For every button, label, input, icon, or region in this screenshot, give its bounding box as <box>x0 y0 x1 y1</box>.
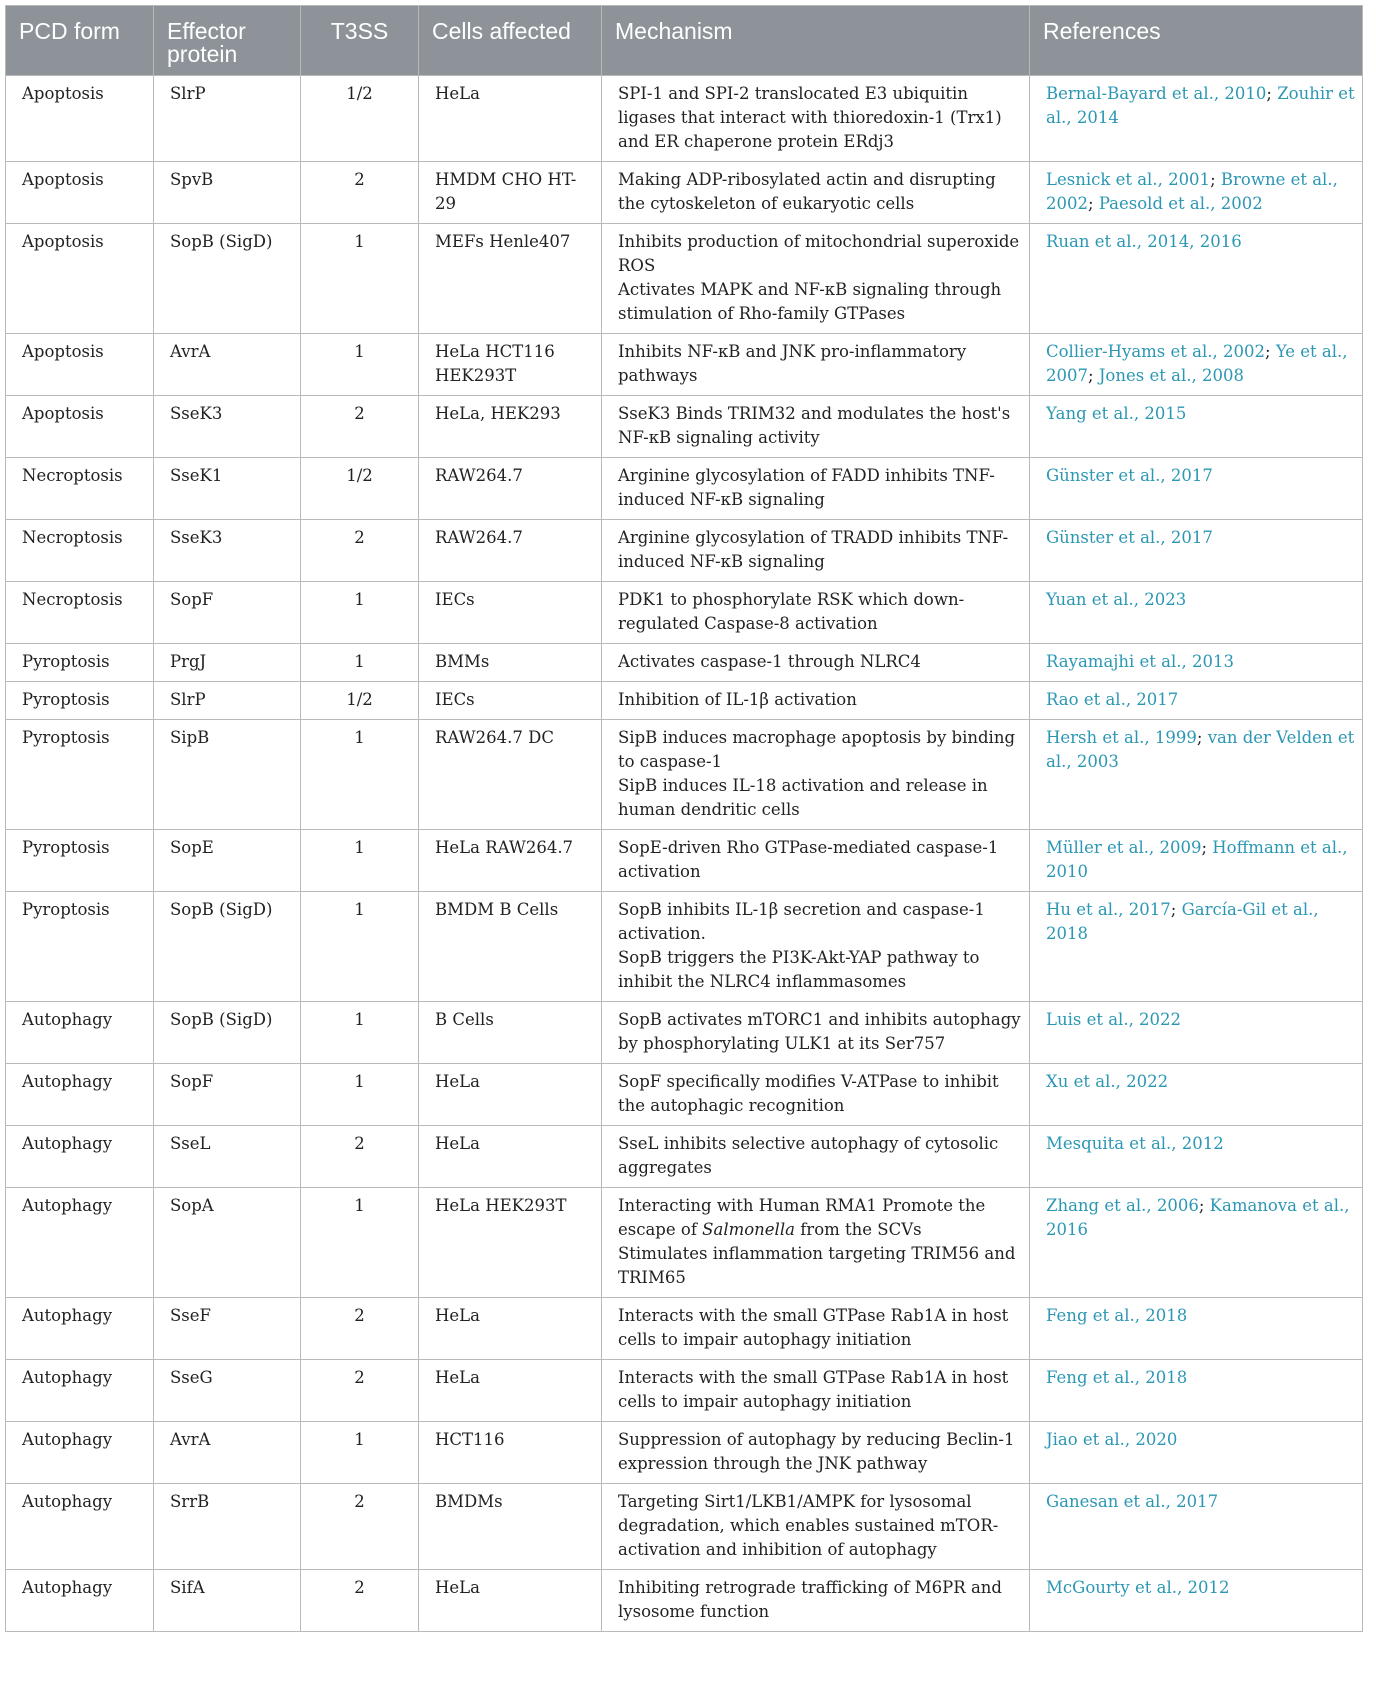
cell-cells-affected: RAW264.7 <box>419 458 602 520</box>
cell-references <box>1030 1422 1363 1484</box>
cell-t3ss: 2 <box>301 162 419 224</box>
cell-pcd-form: Autophagy <box>6 1002 154 1064</box>
cell-references <box>1030 334 1363 396</box>
reference-separator: ; <box>1210 170 1221 189</box>
reference-separator: ; <box>1088 194 1099 213</box>
reference-link[interactable]: Lesnick et al., 2001 <box>1046 170 1211 189</box>
cell-cells-affected: RAW264.7 <box>419 520 602 582</box>
cell-t3ss: 2 <box>301 1570 419 1632</box>
reference-separator: ; <box>1201 838 1213 857</box>
reference-link[interactable]: Ruan et al., 2014, 2016 <box>1046 232 1242 251</box>
cell-cells-affected: HeLa <box>419 76 602 162</box>
cell-cells-affected: B Cells <box>419 1002 602 1064</box>
cell-mechanism <box>602 830 1030 892</box>
cell-references <box>1030 582 1363 644</box>
reference-link[interactable]: Feng et al., 2018 <box>1046 1368 1188 1387</box>
table-row <box>6 644 1363 682</box>
cell-cells-affected: BMMs <box>419 644 602 682</box>
reference-link[interactable]: Jiao et al., 2020 <box>1046 1430 1178 1449</box>
cell-references <box>1030 76 1363 162</box>
reference-link[interactable]: Ganesan et al., 2017 <box>1046 1492 1219 1511</box>
mechanism-line: Interacts with the small GTPase Rab1A in host cells to impair autophagy initiation <box>618 1306 1009 1349</box>
mechanism-line: SipB induces IL-18 activation and release in human dendritic cells <box>618 776 988 819</box>
cell-references <box>1030 224 1363 334</box>
table-row <box>6 1570 1363 1632</box>
mechanism-line: SipB induces macrophage apoptosis by binding to caspase-1 <box>618 728 1016 771</box>
reference-link[interactable]: Günster et al., 2017 <box>1046 466 1213 485</box>
mechanism-line: SopB triggers the PI3K-Akt-YAP pathway to inhibit the NLRC4 inflammasomes <box>618 948 980 991</box>
table-row <box>6 720 1363 830</box>
mechanism-line: Making ADP-ribosylated actin and disrupting the cytoskeleton of eukaryotic cells <box>618 170 996 213</box>
mechanism-line: SPI-1 and SPI-2 translocated E3 ubiquitin ligases that interact with thioredoxin-1 (Trx1) and ER chaperone protein ERdj3 <box>618 84 1002 151</box>
table-row <box>6 1002 1363 1064</box>
cell-t3ss: 1/2 <box>301 76 419 162</box>
cell-pcd-form: Autophagy <box>6 1422 154 1484</box>
table-row <box>6 458 1363 520</box>
cell-effector-protein: SseG <box>154 1360 301 1422</box>
reference-link[interactable]: Hoffmann et al., 2010 <box>1046 838 1348 881</box>
table-row <box>6 1298 1363 1360</box>
cell-cells-affected: BMDMs <box>419 1484 602 1570</box>
table-row <box>6 582 1363 644</box>
cell-mechanism <box>602 582 1030 644</box>
reference-separator: ; <box>1088 366 1099 385</box>
cell-effector-protein: SseK3 <box>154 396 301 458</box>
cell-references <box>1030 1570 1363 1632</box>
cell-effector-protein: SopE <box>154 830 301 892</box>
cell-cells-affected: HeLa <box>419 1126 602 1188</box>
cell-references <box>1030 720 1363 830</box>
cell-mechanism <box>602 224 1030 334</box>
cell-effector-protein: SseF <box>154 1298 301 1360</box>
cell-cells-affected: HCT116 <box>419 1422 602 1484</box>
cell-pcd-form: Apoptosis <box>6 162 154 224</box>
cell-cells-affected: HeLa RAW264.7 <box>419 830 602 892</box>
mechanism-line: Stimulates inflammation targeting TRIM56 and TRIM65 <box>618 1244 1016 1287</box>
cell-t3ss: 2 <box>301 1360 419 1422</box>
cell-cells-affected: HeLa <box>419 1570 602 1632</box>
cell-pcd-form: Apoptosis <box>6 396 154 458</box>
cell-pcd-form: Pyroptosis <box>6 644 154 682</box>
table-row <box>6 892 1363 1002</box>
cell-effector-protein: AvrA <box>154 334 301 396</box>
reference-link[interactable]: Yang et al., 2015 <box>1046 404 1187 423</box>
cell-mechanism <box>602 520 1030 582</box>
reference-separator: ; <box>1198 1196 1210 1215</box>
mechanism-line: SopB activates mTORC1 and inhibits autophagy by phosphorylating ULK1 at its Ser757 <box>618 1010 1021 1053</box>
cell-pcd-form: Autophagy <box>6 1484 154 1570</box>
mechanism-line: Arginine glycosylation of FADD inhibits TNF-induced NF-κB signaling <box>618 466 995 509</box>
cell-references <box>1030 520 1363 582</box>
cell-pcd-form: Autophagy <box>6 1126 154 1188</box>
cell-t3ss: 1 <box>301 892 419 1002</box>
table-body <box>6 76 1363 1632</box>
table-row <box>6 1484 1363 1570</box>
mechanism-line: PDK1 to phosphorylate RSK which down-regulated Caspase-8 activation <box>618 590 965 633</box>
cell-cells-affected: IECs <box>419 682 602 720</box>
cell-mechanism <box>602 1360 1030 1422</box>
cell-mechanism <box>602 76 1030 162</box>
cell-effector-protein: SrrB <box>154 1484 301 1570</box>
mechanism-line: Targeting Sirt1/LKB1/AMPK for lysosomal degradation, which enables sustained mTOR-activation and inhibition of autophagy <box>618 1492 999 1559</box>
table-row <box>6 396 1363 458</box>
cell-effector-protein: SifA <box>154 1570 301 1632</box>
reference-link[interactable]: Zhang et al., 2006 <box>1046 1196 1199 1215</box>
cell-mechanism <box>602 1188 1030 1298</box>
col-header-pcd-form: PCD form <box>6 6 154 76</box>
table-row <box>6 76 1363 162</box>
cell-effector-protein: SseK3 <box>154 520 301 582</box>
cell-cells-affected: HeLa <box>419 1064 602 1126</box>
header-row <box>6 6 1363 76</box>
cell-mechanism <box>602 1126 1030 1188</box>
reference-separator: ; <box>1266 84 1278 103</box>
cell-effector-protein: SseK1 <box>154 458 301 520</box>
cell-pcd-form: Necroptosis <box>6 458 154 520</box>
reference-link[interactable]: Browne et al., 2002 <box>1046 170 1338 213</box>
mechanism-line: Interacting with Human RMA1 Promote the escape of Salmonella from the SCVs <box>618 1196 986 1239</box>
reference-separator: ; <box>1265 342 1276 361</box>
reference-link[interactable]: Mesquita et al., 2012 <box>1046 1134 1224 1153</box>
cell-references <box>1030 396 1363 458</box>
table-row <box>6 162 1363 224</box>
col-header-cells-affected: Cells affected <box>419 6 602 76</box>
cell-pcd-form: Pyroptosis <box>6 682 154 720</box>
cell-t3ss: 1 <box>301 1064 419 1126</box>
cell-references <box>1030 1064 1363 1126</box>
cell-t3ss: 1 <box>301 830 419 892</box>
mechanism-line: SseL inhibits selective autophagy of cytosolic aggregates <box>618 1134 999 1177</box>
cell-mechanism <box>602 396 1030 458</box>
cell-pcd-form: Necroptosis <box>6 520 154 582</box>
reference-link[interactable]: Kamanova et al., 2016 <box>1046 1196 1350 1239</box>
reference-separator: ; <box>1170 900 1182 919</box>
col-header-t3ss: T3SS <box>301 6 419 76</box>
table-row <box>6 1126 1363 1188</box>
mechanism-line: SopF specifically modifies V-ATPase to inhibit the autophagic recognition <box>618 1072 999 1115</box>
reference-link[interactable]: García-Gil et al., 2018 <box>1046 900 1319 943</box>
reference-link[interactable]: Feng et al., 2018 <box>1046 1306 1188 1325</box>
cell-t3ss: 1 <box>301 644 419 682</box>
cell-pcd-form: Pyroptosis <box>6 892 154 1002</box>
cell-references <box>1030 830 1363 892</box>
cell-references <box>1030 1126 1363 1188</box>
mechanism-line: Inhibits NF-κB and JNK pro-inflammatory pathways <box>618 342 967 385</box>
cell-t3ss: 1/2 <box>301 682 419 720</box>
cell-references <box>1030 682 1363 720</box>
cell-mechanism <box>602 1064 1030 1126</box>
cell-effector-protein: SopB (SigD) <box>154 224 301 334</box>
cell-effector-protein: AvrA <box>154 1422 301 1484</box>
cell-mechanism <box>602 1298 1030 1360</box>
cell-cells-affected: HeLa, HEK293 <box>419 396 602 458</box>
table-row <box>6 1064 1363 1126</box>
reference-link[interactable]: Hu et al., 2017 <box>1046 900 1171 919</box>
reference-link[interactable]: Jones et al., 2008 <box>1098 366 1244 385</box>
cell-cells-affected: IECs <box>419 582 602 644</box>
reference-link[interactable]: Hersh et al., 1999 <box>1046 728 1197 747</box>
table-row <box>6 830 1363 892</box>
cell-mechanism <box>602 334 1030 396</box>
cell-t3ss: 1 <box>301 1188 419 1298</box>
cell-mechanism <box>602 644 1030 682</box>
cell-pcd-form: Pyroptosis <box>6 720 154 830</box>
cell-cells-affected: HeLa HCT116 HEK293T <box>419 334 602 396</box>
cell-effector-protein: SopF <box>154 1064 301 1126</box>
cell-pcd-form: Necroptosis <box>6 582 154 644</box>
cell-references <box>1030 644 1363 682</box>
reference-link[interactable]: Bernal-Bayard et al., 2010 <box>1046 84 1267 103</box>
cell-t3ss: 1 <box>301 720 419 830</box>
cell-pcd-form: Apoptosis <box>6 224 154 334</box>
reference-link[interactable]: Günster et al., 2017 <box>1046 528 1213 547</box>
cell-pcd-form: Autophagy <box>6 1570 154 1632</box>
cell-cells-affected: RAW264.7 DC <box>419 720 602 830</box>
cell-references <box>1030 1484 1363 1570</box>
mechanism-line: Inhibition of IL-1β activation <box>618 690 857 709</box>
mechanism-line: Inhibiting retrograde trafficking of M6PR and lysosome function <box>618 1578 1002 1621</box>
reference-link[interactable]: Rayamajhi et al., 2013 <box>1046 652 1235 671</box>
reference-link[interactable]: Collier-Hyams et al., 2002 <box>1046 342 1266 361</box>
cell-cells-affected: MEFs Henle407 <box>419 224 602 334</box>
reference-link[interactable]: Luis et al., 2022 <box>1046 1010 1182 1029</box>
cell-effector-protein: SopA <box>154 1188 301 1298</box>
cell-mechanism <box>602 1570 1030 1632</box>
table-row <box>6 1360 1363 1422</box>
cell-references <box>1030 458 1363 520</box>
cell-references <box>1030 162 1363 224</box>
cell-t3ss: 1 <box>301 224 419 334</box>
cell-references <box>1030 892 1363 1002</box>
cell-mechanism <box>602 892 1030 1002</box>
cell-cells-affected: HeLa <box>419 1360 602 1422</box>
cell-pcd-form: Apoptosis <box>6 76 154 162</box>
col-header-effector-protein: Effector protein <box>154 6 301 76</box>
cell-cells-affected: HMDM CHO HT-29 <box>419 162 602 224</box>
col-header-references: References <box>1030 6 1363 76</box>
table-row <box>6 520 1363 582</box>
cell-effector-protein: SopF <box>154 582 301 644</box>
cell-pcd-form: Autophagy <box>6 1064 154 1126</box>
cell-references <box>1030 1188 1363 1298</box>
cell-effector-protein: PrgJ <box>154 644 301 682</box>
mechanism-line: Suppression of autophagy by reducing Beclin-1 expression through the JNK pathway <box>618 1430 1015 1473</box>
mechanism-line: Activates caspase-1 through NLRC4 <box>618 652 921 671</box>
cell-mechanism <box>602 1422 1030 1484</box>
reference-link[interactable]: Yuan et al., 2023 <box>1046 590 1187 609</box>
cell-t3ss: 2 <box>301 1298 419 1360</box>
mechanism-line: Activates MAPK and NF-κB signaling through stimulation of Rho-family GTPases <box>618 280 1002 323</box>
cell-t3ss: 1 <box>301 334 419 396</box>
reference-link[interactable]: McGourty et al., 2012 <box>1046 1578 1230 1597</box>
cell-mechanism <box>602 682 1030 720</box>
cell-t3ss: 2 <box>301 1126 419 1188</box>
table-container <box>5 5 1362 1632</box>
cell-t3ss: 1/2 <box>301 458 419 520</box>
table-row <box>6 682 1363 720</box>
table-row <box>6 224 1363 334</box>
cell-t3ss: 2 <box>301 520 419 582</box>
mechanism-line: Inhibits production of mitochondrial superoxide ROS <box>618 232 1020 275</box>
cell-cells-affected: BMDM B Cells <box>419 892 602 1002</box>
cell-pcd-form: Pyroptosis <box>6 830 154 892</box>
cell-pcd-form: Autophagy <box>6 1188 154 1298</box>
table-row <box>6 1188 1363 1298</box>
reference-link[interactable]: van der Velden et al., 2003 <box>1046 728 1355 771</box>
cell-references <box>1030 1002 1363 1064</box>
cell-effector-protein: SlrP <box>154 76 301 162</box>
effector-table <box>5 5 1363 1632</box>
cell-references <box>1030 1298 1363 1360</box>
reference-link[interactable]: Zouhir et al., 2014 <box>1046 84 1355 127</box>
mechanism-line: SseK3 Binds TRIM32 and modulates the host's NF-κB signaling activity <box>618 404 1011 447</box>
reference-link[interactable]: Xu et al., 2022 <box>1046 1072 1169 1091</box>
table-row <box>6 1422 1363 1484</box>
cell-t3ss: 2 <box>301 1484 419 1570</box>
cell-effector-protein: SipB <box>154 720 301 830</box>
col-header-mechanism: Mechanism <box>602 6 1030 76</box>
mechanism-line: Interacts with the small GTPase Rab1A in host cells to impair autophagy initiation <box>618 1368 1009 1411</box>
table-row <box>6 334 1363 396</box>
cell-t3ss: 1 <box>301 1422 419 1484</box>
cell-t3ss: 2 <box>301 396 419 458</box>
cell-effector-protein: SopB (SigD) <box>154 1002 301 1064</box>
cell-cells-affected: HeLa HEK293T <box>419 1188 602 1298</box>
cell-cells-affected: HeLa <box>419 1298 602 1360</box>
cell-pcd-form: Autophagy <box>6 1360 154 1422</box>
cell-mechanism <box>602 1484 1030 1570</box>
cell-effector-protein: SopB (SigD) <box>154 892 301 1002</box>
cell-mechanism <box>602 162 1030 224</box>
cell-mechanism <box>602 458 1030 520</box>
cell-references <box>1030 1360 1363 1422</box>
reference-link[interactable]: Rao et al., 2017 <box>1046 690 1179 709</box>
mechanism-line: SopE-driven Rho GTPase-mediated caspase-1 activation <box>618 838 999 881</box>
cell-t3ss: 1 <box>301 1002 419 1064</box>
mechanism-line: SopB inhibits IL-1β secretion and caspase-1 activation. <box>618 900 985 943</box>
cell-t3ss: 1 <box>301 582 419 644</box>
cell-pcd-form: Apoptosis <box>6 334 154 396</box>
reference-separator: ; <box>1196 728 1208 747</box>
cell-effector-protein: SpvB <box>154 162 301 224</box>
reference-link[interactable]: Paesold et al., 2002 <box>1098 194 1263 213</box>
cell-effector-protein: SlrP <box>154 682 301 720</box>
reference-link[interactable]: Ye et al., 2007 <box>1046 342 1348 385</box>
cell-effector-protein: SseL <box>154 1126 301 1188</box>
mechanism-line: Arginine glycosylation of TRADD inhibits TNF-induced NF-κB signaling <box>618 528 1009 571</box>
cell-pcd-form: Autophagy <box>6 1298 154 1360</box>
cell-mechanism <box>602 1002 1030 1064</box>
cell-mechanism <box>602 720 1030 830</box>
reference-link[interactable]: Müller et al., 2009 <box>1046 838 1202 857</box>
